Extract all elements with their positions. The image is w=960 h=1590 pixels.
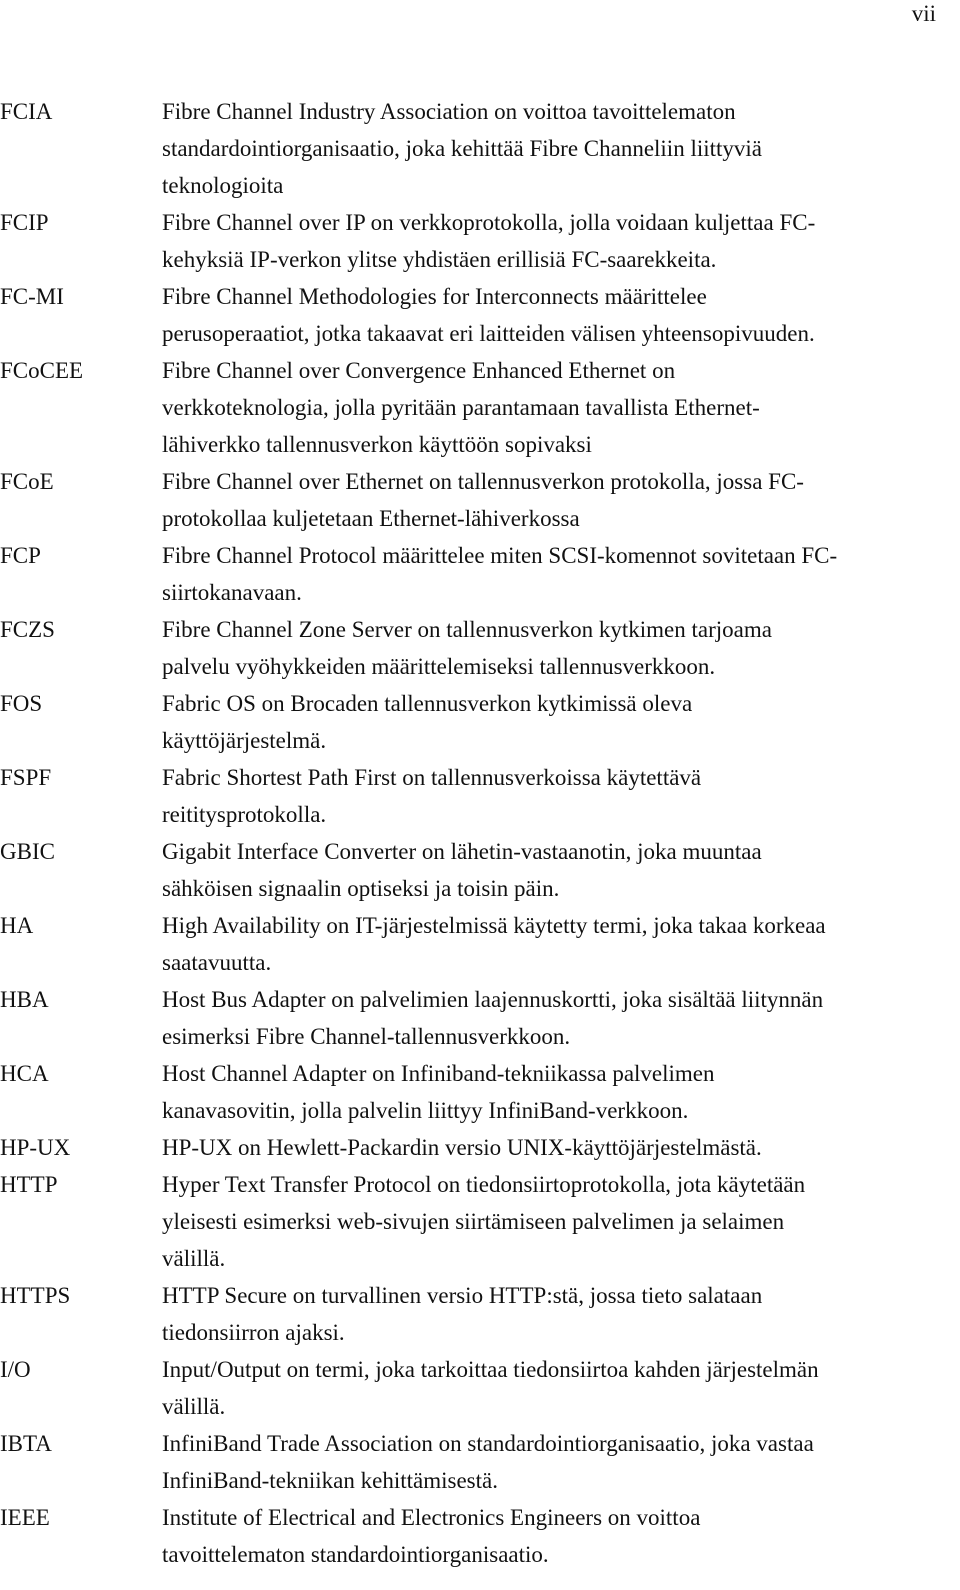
glossary-term: HBA bbox=[0, 987, 49, 1012]
definition-line: lähiverkko tallennusverkon käyttöön sopivaksi bbox=[162, 432, 592, 457]
definition-line: Input/Output on termi, joka tarkoittaa tiedonsiirtoa kahden järjestelmän bbox=[162, 1357, 819, 1382]
glossary-entry bbox=[0, 685, 950, 759]
definition-line: välillä. bbox=[162, 1394, 226, 1419]
glossary-entry bbox=[0, 1351, 950, 1425]
glossary-entry bbox=[0, 981, 950, 1055]
glossary-entry bbox=[0, 611, 950, 685]
definition-line: palvelu vyöhykkeiden määrittelemiseksi tallennusverkkoon. bbox=[162, 654, 716, 679]
glossary-term: FCoCEE bbox=[0, 358, 84, 383]
glossary-definition bbox=[162, 907, 950, 981]
definition-line: käyttöjärjestelmä. bbox=[162, 728, 327, 753]
definition-line: Fibre Channel over IP on verkkoprotokolla, jolla voidaan kuljettaa FC- bbox=[162, 210, 816, 235]
glossary-term: HA bbox=[0, 913, 34, 938]
definition-line: InfiniBand Trade Association on standardointiorganisaatio, joka vastaa bbox=[162, 1431, 814, 1456]
glossary-entry bbox=[0, 537, 950, 611]
definition-line: HP-UX on Hewlett-Packardin versio UNIX-käyttöjärjestelmästä. bbox=[162, 1135, 762, 1160]
definition-line: Host Channel Adapter on Infiniband-tekniikassa palvelimen bbox=[162, 1061, 715, 1086]
definition-line: Fibre Channel Methodologies for Interconnects määrittelee bbox=[162, 284, 707, 309]
glossary-term: FCZS bbox=[0, 617, 55, 642]
glossary-definition bbox=[162, 352, 950, 463]
glossary-list bbox=[0, 93, 950, 1573]
glossary-definition bbox=[162, 204, 950, 278]
glossary-entry bbox=[0, 907, 950, 981]
glossary-term: FC-MI bbox=[0, 284, 64, 309]
definition-line: Fibre Channel over Ethernet on tallennusverkon protokolla, jossa FC- bbox=[162, 469, 804, 494]
glossary-entry bbox=[0, 759, 950, 833]
glossary-term: FSPF bbox=[0, 765, 52, 790]
definition-line: Fibre Channel Protocol määrittelee miten SCSI-komennot sovitetaan FC- bbox=[162, 543, 838, 568]
definition-line: Hyper Text Transfer Protocol on tiedonsiirtoprotokolla, jota käytetään bbox=[162, 1172, 806, 1197]
glossary-definition bbox=[162, 1499, 950, 1573]
glossary-entry bbox=[0, 1129, 950, 1166]
definition-line: Fibre Channel Industry Association on voittoa tavoittelematon bbox=[162, 99, 736, 124]
definition-line: saatavuutta. bbox=[162, 950, 272, 975]
definition-line: teknologioita bbox=[162, 173, 284, 198]
glossary-term: HCA bbox=[0, 1061, 49, 1086]
definition-line: sähköisen signaalin optiseksi ja toisin päin. bbox=[162, 876, 560, 901]
definition-line: InfiniBand-tekniikan kehittämisestä. bbox=[162, 1468, 498, 1493]
page-number: vii bbox=[911, 1, 936, 26]
glossary-entry bbox=[0, 1499, 950, 1573]
definition-line: yleisesti esimerksi web-sivujen siirtämiseen palvelimen ja selaimen bbox=[162, 1209, 785, 1234]
glossary-definition bbox=[162, 1425, 950, 1499]
definition-line: välillä. bbox=[162, 1246, 226, 1271]
glossary-term: FCoE bbox=[0, 469, 54, 494]
glossary-definition bbox=[162, 1351, 950, 1425]
glossary-definition bbox=[162, 759, 950, 833]
definition-line: Fabric OS on Brocaden tallennusverkon kytkimissä oleva bbox=[162, 691, 693, 716]
definition-line: Fibre Channel over Convergence Enhanced Ethernet on bbox=[162, 358, 676, 383]
glossary-definition bbox=[162, 1277, 950, 1351]
glossary-term: FCP bbox=[0, 543, 41, 568]
glossary-entry bbox=[0, 1166, 950, 1277]
definition-line: protokollaa kuljetetaan Ethernet-lähiverkossa bbox=[162, 506, 580, 531]
glossary-definition bbox=[162, 611, 950, 685]
glossary-term: FCIP bbox=[0, 210, 49, 235]
glossary-definition bbox=[162, 833, 950, 907]
glossary-definition bbox=[162, 981, 950, 1055]
glossary-entry bbox=[0, 93, 950, 204]
definition-line: tavoittelematon standardointiorganisaatio. bbox=[162, 1542, 549, 1567]
glossary-entry bbox=[0, 278, 950, 352]
glossary-definition bbox=[162, 537, 950, 611]
glossary-definition bbox=[162, 1055, 950, 1129]
glossary-term: I/O bbox=[0, 1357, 31, 1382]
glossary-entry bbox=[0, 463, 950, 537]
glossary-term: FCIA bbox=[0, 99, 53, 124]
definition-line: perusoperaatiot, jotka takaavat eri laitteiden välisen yhteensopivuuden. bbox=[162, 321, 815, 346]
glossary-term: IEEE bbox=[0, 1505, 50, 1530]
glossary-term: HTTP bbox=[0, 1172, 58, 1197]
definition-line: kanavasovitin, jolla palvelin liittyy InfiniBand-verkkoon. bbox=[162, 1098, 689, 1123]
definition-line: HTTP Secure on turvallinen versio HTTP:stä, jossa tieto salataan bbox=[162, 1283, 763, 1308]
definition-line: standardointiorganisaatio, joka kehittää Fibre Channeliin liittyviä bbox=[162, 136, 762, 161]
definition-line: High Availability on IT-järjestelmissä käytetty termi, joka takaa korkeaa bbox=[162, 913, 826, 938]
definition-line: siirtokanavaan. bbox=[162, 580, 302, 605]
glossary-definition bbox=[162, 1129, 950, 1166]
definition-line: tiedonsiirron ajaksi. bbox=[162, 1320, 345, 1345]
glossary-definition bbox=[162, 93, 950, 204]
definition-line: verkkoteknologia, jolla pyritään parantamaan tavallista Ethernet- bbox=[162, 395, 760, 420]
glossary-term: GBIC bbox=[0, 839, 55, 864]
definition-line: Gigabit Interface Converter on lähetin-vastaanotin, joka muuntaa bbox=[162, 839, 762, 864]
glossary-entry bbox=[0, 204, 950, 278]
glossary-term: HTTPS bbox=[0, 1283, 71, 1308]
definition-line: reititysprotokolla. bbox=[162, 802, 327, 827]
glossary-definition bbox=[162, 463, 950, 537]
definition-line: Fibre Channel Zone Server on tallennusverkon kytkimen tarjoama bbox=[162, 617, 772, 642]
definition-line: kehyksiä IP-verkon ylitse yhdistäen erillisiä FC-saarekkeita. bbox=[162, 247, 717, 272]
glossary-definition bbox=[162, 685, 950, 759]
definition-line: Fabric Shortest Path First on tallennusverkoissa käytettävä bbox=[162, 765, 702, 790]
glossary-definition bbox=[162, 278, 950, 352]
glossary-entry bbox=[0, 833, 950, 907]
glossary-entry bbox=[0, 1277, 950, 1351]
glossary-definition bbox=[162, 1166, 950, 1277]
glossary-entry bbox=[0, 352, 950, 463]
glossary-term: FOS bbox=[0, 691, 43, 716]
glossary-term: IBTA bbox=[0, 1431, 52, 1456]
definition-line: Host Bus Adapter on palvelimien laajennuskortti, joka sisältää liitynnän bbox=[162, 987, 824, 1012]
glossary-entry bbox=[0, 1425, 950, 1499]
glossary-term: HP-UX bbox=[0, 1135, 71, 1160]
glossary-entry bbox=[0, 1055, 950, 1129]
definition-line: Institute of Electrical and Electronics Engineers on voittoa bbox=[162, 1505, 701, 1530]
definition-line: esimerksi Fibre Channel-tallennusverkkoon. bbox=[162, 1024, 571, 1049]
